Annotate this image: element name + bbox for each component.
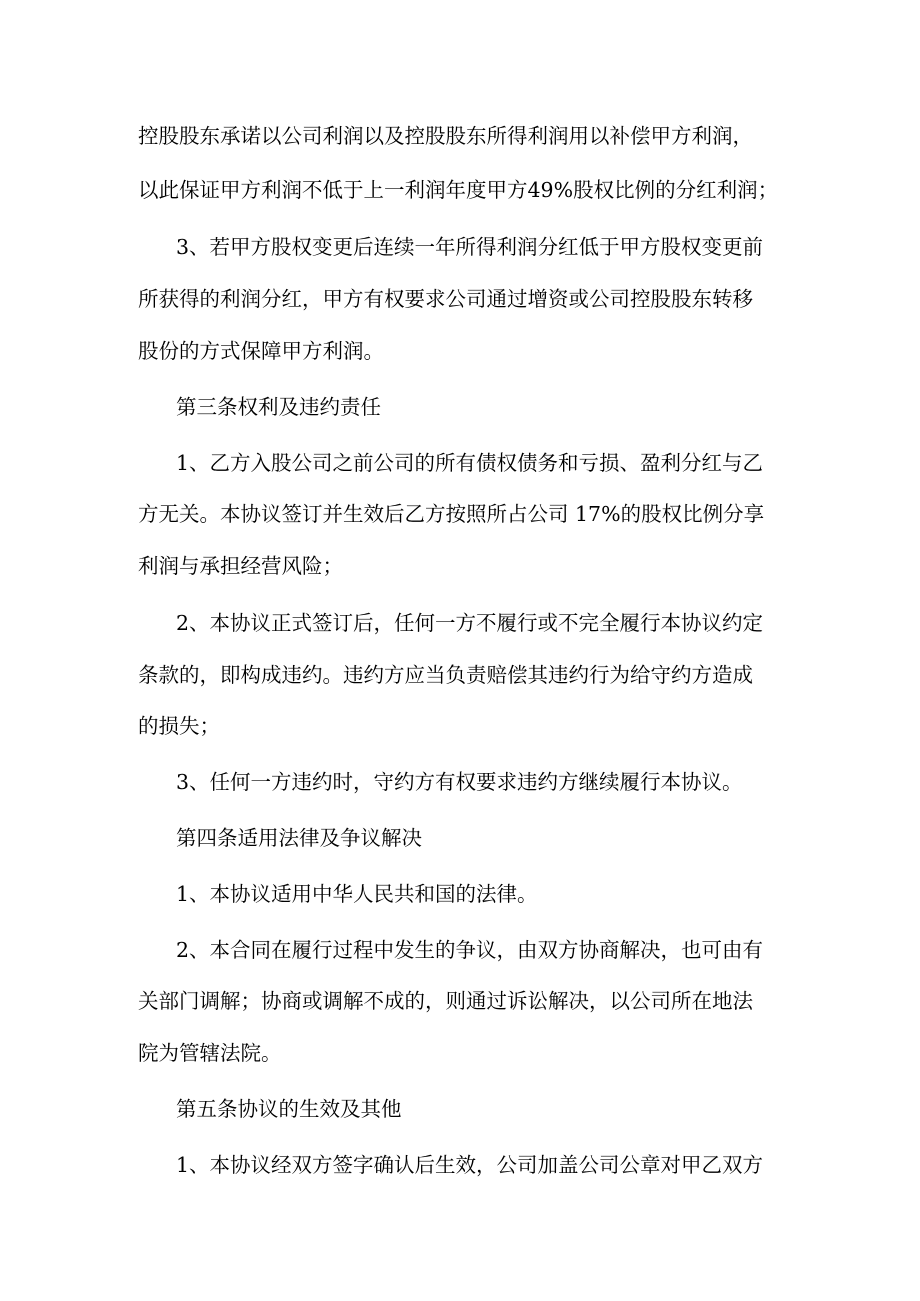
- text-line: 关部门调解；协商或调解不成的，则通过诉讼解决，以公司所在地法: [138, 989, 753, 1013]
- section-heading: 第五条协议的生效及其他: [176, 1097, 402, 1121]
- text-line: 2、本合同在履行过程中发生的争议，由双方协商解决，也可由有: [176, 938, 764, 962]
- section-heading: 第三条权利及违约责任: [176, 395, 381, 419]
- text-line: 方无关。本协议签订并生效后乙方按照所占公司 17%的股权比例分享: [138, 502, 765, 526]
- text-line: 的损失；: [138, 714, 220, 738]
- text-line: 利润与承担经营风险；: [138, 554, 343, 578]
- text-line: 1、乙方入股公司之前公司的所有债权债务和亏损、盈利分红与乙: [176, 451, 764, 475]
- text-line: 条款的，即构成违约。违约方应当负责赔偿其违约行为给守约方造成: [138, 663, 753, 687]
- text-line: 股份的方式保障甲方利润。: [138, 339, 384, 363]
- text-line: 以此保证甲方利润不低于上一利润年度甲方49%股权比例的分红利润；: [138, 178, 779, 202]
- text-line: 3、任何一方违约时，守约方有权要求违约方继续履行本协议。: [176, 770, 743, 794]
- text-line: 1、本协议适用中华人民共和国的法律。: [176, 882, 538, 906]
- text-line: 所获得的利润分红，甲方有权要求公司通过增资或公司控股股东转移: [138, 287, 753, 311]
- text-line: 院为管辖法院。: [138, 1041, 282, 1065]
- text-line: 1、本协议经双方签字确认后生效，公司加盖公司公章对甲乙双方: [176, 1153, 764, 1177]
- text-line: 2、本协议正式签订后，任何一方不履行或不完全履行本协议约定: [176, 611, 764, 635]
- text-line: 3、若甲方股权变更后连续一年所得利润分红低于甲方股权变更前: [176, 235, 764, 259]
- text-line: 控股股东承诺以公司利润以及控股股东所得利润用以补偿甲方利润，: [138, 124, 753, 148]
- section-heading: 第四条适用法律及争议解决: [176, 826, 422, 850]
